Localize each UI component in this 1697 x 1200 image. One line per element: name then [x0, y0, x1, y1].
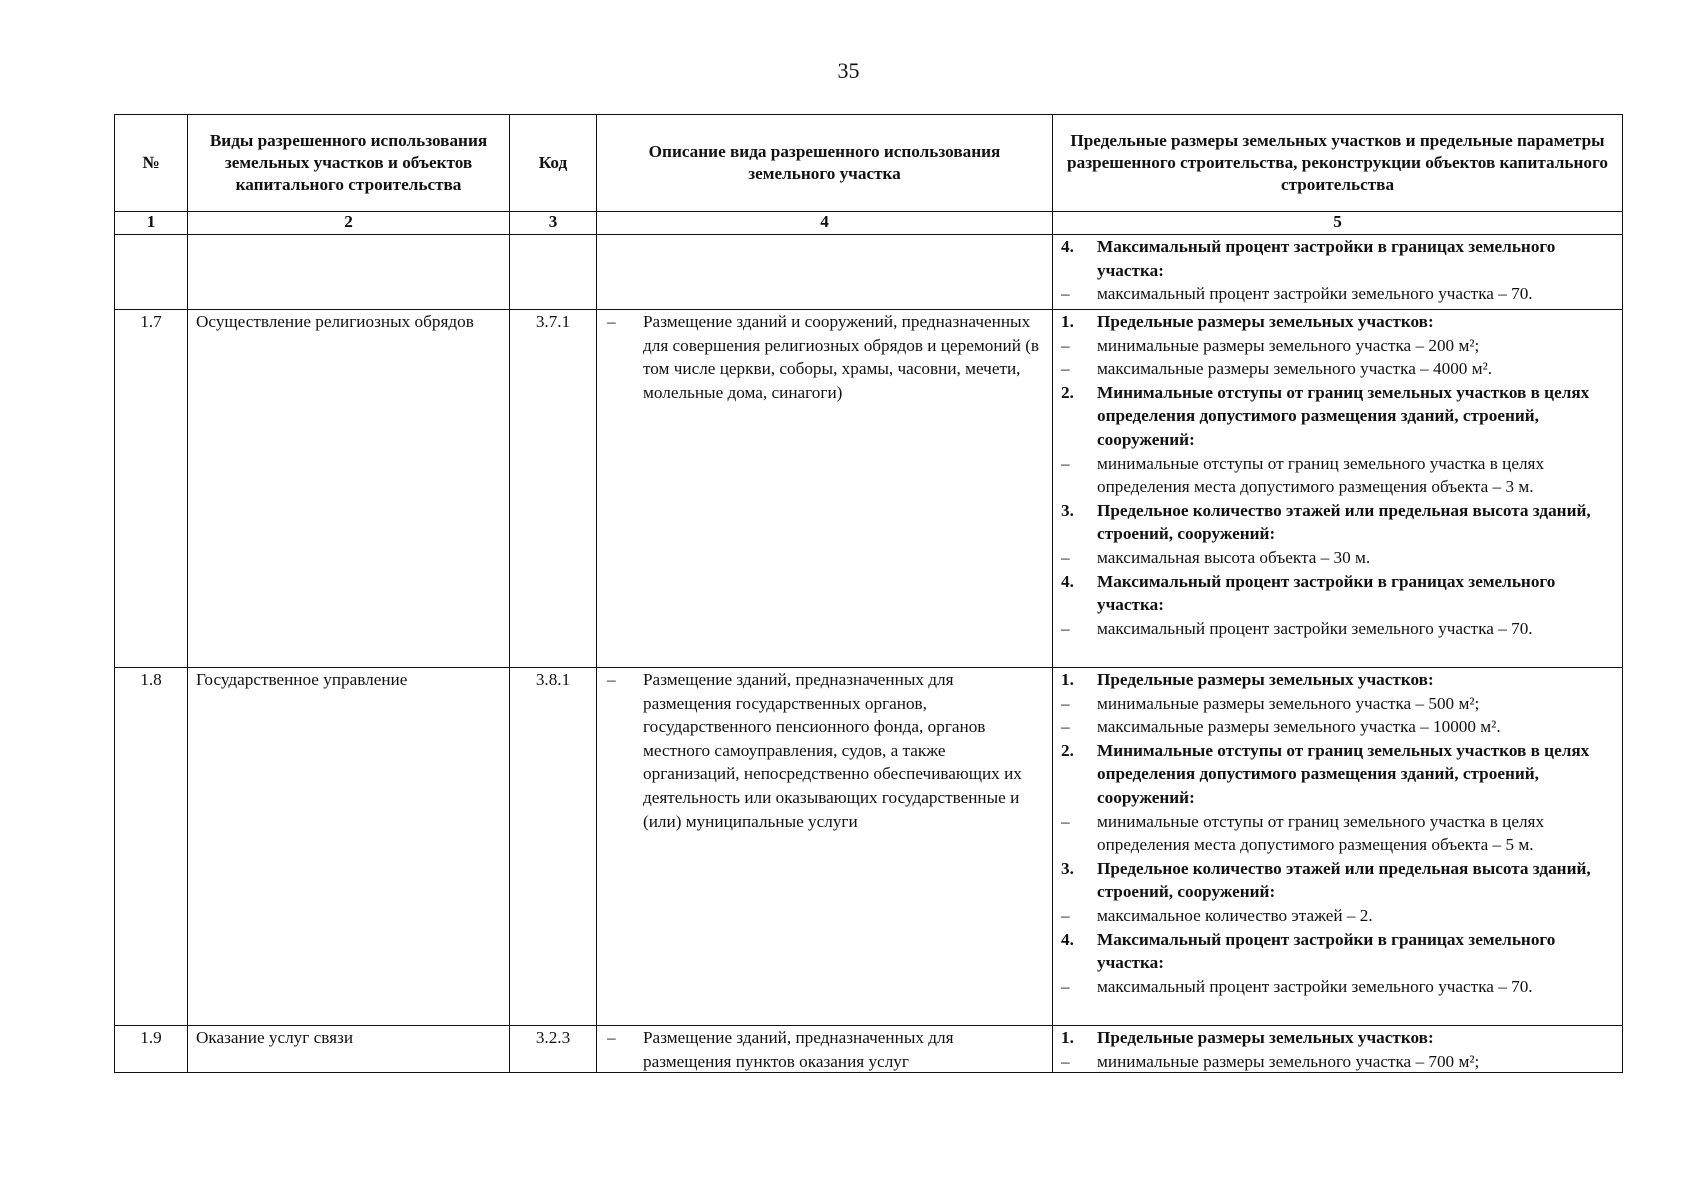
number-marker: 1.	[1061, 1028, 1074, 1047]
parameter-value	[1061, 617, 1618, 641]
use-code: 3.2.3	[535, 1028, 571, 1047]
dash-marker: –	[1061, 717, 1070, 737]
parameter-value	[1061, 904, 1618, 928]
use-type-name: Осуществление религиозных обрядов	[196, 312, 474, 331]
dash-marker: –	[1061, 811, 1070, 831]
table-header-row	[115, 115, 1623, 212]
zoning-table	[114, 114, 1623, 1073]
parameter-text: Предельные размеры земельных участков:	[1097, 670, 1434, 689]
parameter-heading	[1061, 570, 1618, 617]
header-use-type: Виды разрешенного использования земельных участков и объектов капитального строительства	[188, 115, 510, 212]
dash-marker: –	[1061, 547, 1070, 567]
table-body	[115, 235, 1623, 1073]
header-number: №	[115, 115, 188, 212]
parameter-heading	[1061, 310, 1618, 334]
parameter-text: максимальная высота объекта – 30 м.	[1097, 547, 1371, 567]
parameter-text: минимальные размеры земельного участка – 200 м²;	[1097, 335, 1480, 355]
parameter-heading	[1061, 235, 1618, 282]
dash-marker: –	[1061, 1051, 1070, 1071]
dash-marker: –	[1061, 359, 1070, 379]
code-cell	[510, 310, 597, 668]
parameter-heading	[1061, 499, 1618, 546]
parameter-value	[1061, 810, 1618, 857]
table-row	[115, 235, 1623, 310]
page-number: 35	[837, 58, 860, 83]
description-cell	[597, 1026, 1053, 1073]
code-cell	[510, 1026, 597, 1073]
dash-marker: –	[1061, 618, 1070, 638]
row-number-cell	[115, 668, 188, 1026]
code-cell	[510, 235, 597, 310]
parameter-value	[1061, 1050, 1618, 1072]
use-type-name: Государственное управление	[196, 670, 408, 689]
number-marker: 4.	[1061, 571, 1074, 591]
parameters-cell	[1053, 668, 1623, 1026]
parameter-heading	[1061, 381, 1618, 452]
column-number: 1	[115, 212, 188, 235]
parameter-value	[1061, 282, 1618, 306]
parameter-text: максимальный процент застройки земельного участка – 70.	[1097, 618, 1533, 638]
number-marker: 1.	[1061, 312, 1074, 331]
description-cell	[597, 310, 1053, 668]
description-item	[607, 310, 1044, 404]
parameter-value	[1061, 452, 1618, 499]
dash-marker: –	[1061, 284, 1070, 304]
row-number-cell	[115, 235, 188, 310]
description-text: Размещение зданий и сооружений, предназначенных для совершения религиозных обрядов и церемоний (в том числе церкви, соборы, храмы, часовни, мечети, молельные дома, синагоги)	[643, 312, 1040, 402]
column-number-row	[115, 212, 1623, 235]
parameter-text: минимальные отступы от границ земельного участка в целях определения места допустимого размещения объекта – 5 м.	[1097, 811, 1545, 855]
header-description: Описание вида разрешенного использования земельного участка	[597, 115, 1053, 212]
dash-marker: –	[1061, 693, 1070, 713]
parameter-text: максимальный процент застройки земельного участка – 70.	[1097, 976, 1533, 996]
row-number: 1.7	[140, 312, 162, 331]
parameter-text: минимальные отступы от границ земельного участка в целях определения места допустимого размещения объекта – 3 м.	[1097, 453, 1545, 497]
parameters-cell	[1053, 235, 1623, 310]
number-marker: 4.	[1061, 929, 1074, 949]
header-code: Код	[510, 115, 597, 212]
use-type-name: Оказание услуг связи	[196, 1028, 354, 1047]
parameter-text: максимальные размеры земельного участка – 4000 м².	[1097, 359, 1493, 379]
number-marker: 4.	[1061, 237, 1074, 256]
column-number: 5	[1053, 212, 1623, 235]
description-text: Размещение зданий, предназначенных для размещения государственных органов, государственного пенсионного фонда, органов местного самоуправления, судов, а также организаций, непосредственно обеспечивающих их деятельность или оказывающих государственные и (или) муниципальные услуги	[643, 670, 1022, 831]
row-number: 1.9	[140, 1028, 162, 1047]
description-text: Размещение зданий, предназначенных для размещения пунктов оказания услуг	[643, 1028, 954, 1071]
dash-marker: –	[607, 670, 616, 689]
parameter-text: Максимальный процент застройки в границах земельного участка:	[1097, 929, 1556, 973]
parameter-text: Предельное количество этажей или предельная высота зданий, строений, сооружений:	[1097, 858, 1591, 902]
number-marker: 2.	[1061, 740, 1074, 760]
parameter-text: максимальные размеры земельного участка – 10000 м².	[1097, 717, 1501, 737]
parameters-cell	[1053, 1026, 1623, 1073]
parameters-cell	[1053, 310, 1623, 668]
dash-marker: –	[607, 312, 616, 331]
parameter-text: Предельные размеры земельных участков:	[1097, 1028, 1434, 1047]
row-number: 1.8	[140, 670, 162, 689]
parameter-heading	[1061, 857, 1618, 904]
parameter-text: максимальный процент застройки земельного участка – 70.	[1097, 284, 1533, 304]
parameter-text: Минимальные отступы от границ земельных участков в целях определения допустимого размещения зданий, строений, сооружений:	[1097, 740, 1590, 807]
parameter-value	[1061, 692, 1618, 716]
parameter-value	[1061, 715, 1618, 739]
parameter-heading	[1061, 668, 1618, 692]
description-item	[607, 668, 1044, 833]
header-parameters: Предельные размеры земельных участков и предельные параметры разрешенного строительства, реконструкции объектов капитального строительства	[1053, 115, 1623, 212]
column-number: 3	[510, 212, 597, 235]
parameter-heading	[1061, 1026, 1618, 1050]
description-item	[607, 1026, 1044, 1072]
description-cell	[597, 235, 1053, 310]
code-cell	[510, 668, 597, 1026]
parameter-value	[1061, 975, 1618, 999]
use-type-cell	[188, 1026, 510, 1073]
table-row	[115, 1026, 1623, 1073]
parameter-text: Предельное количество этажей или предельная высота зданий, строений, сооружений:	[1097, 500, 1591, 544]
number-marker: 1.	[1061, 670, 1074, 689]
column-number: 2	[188, 212, 510, 235]
description-cell	[597, 668, 1053, 1026]
use-type-cell	[188, 310, 510, 668]
use-type-cell	[188, 668, 510, 1026]
dash-marker: –	[607, 1028, 616, 1047]
parameter-text: Максимальный процент застройки в границах земельного участка:	[1097, 237, 1556, 280]
number-marker: 3.	[1061, 500, 1074, 520]
parameter-heading	[1061, 928, 1618, 975]
dash-marker: –	[1061, 453, 1070, 473]
parameter-text: Максимальный процент застройки в границах земельного участка:	[1097, 571, 1556, 615]
table-row	[115, 310, 1623, 668]
parameter-text: минимальные размеры земельного участка – 700 м²;	[1097, 1051, 1480, 1071]
dash-marker: –	[1061, 905, 1070, 925]
number-marker: 3.	[1061, 858, 1074, 878]
dash-marker: –	[1061, 335, 1070, 355]
parameter-text: Минимальные отступы от границ земельных участков в целях определения допустимого размещения зданий, строений, сооружений:	[1097, 382, 1590, 449]
table-row	[115, 668, 1623, 1026]
use-code: 3.8.1	[535, 670, 571, 689]
parameter-text: максимальное количество этажей – 2.	[1097, 905, 1373, 925]
parameter-value	[1061, 334, 1618, 358]
column-number: 4	[597, 212, 1053, 235]
parameter-text: минимальные размеры земельного участка – 500 м²;	[1097, 693, 1480, 713]
parameter-value	[1061, 357, 1618, 381]
use-type-cell	[188, 235, 510, 310]
parameter-heading	[1061, 739, 1618, 810]
use-code: 3.7.1	[535, 312, 571, 331]
dash-marker: –	[1061, 976, 1070, 996]
parameter-text: Предельные размеры земельных участков:	[1097, 312, 1434, 331]
row-number-cell	[115, 1026, 188, 1073]
number-marker: 2.	[1061, 382, 1074, 402]
parameter-value	[1061, 546, 1618, 570]
row-number-cell	[115, 310, 188, 668]
